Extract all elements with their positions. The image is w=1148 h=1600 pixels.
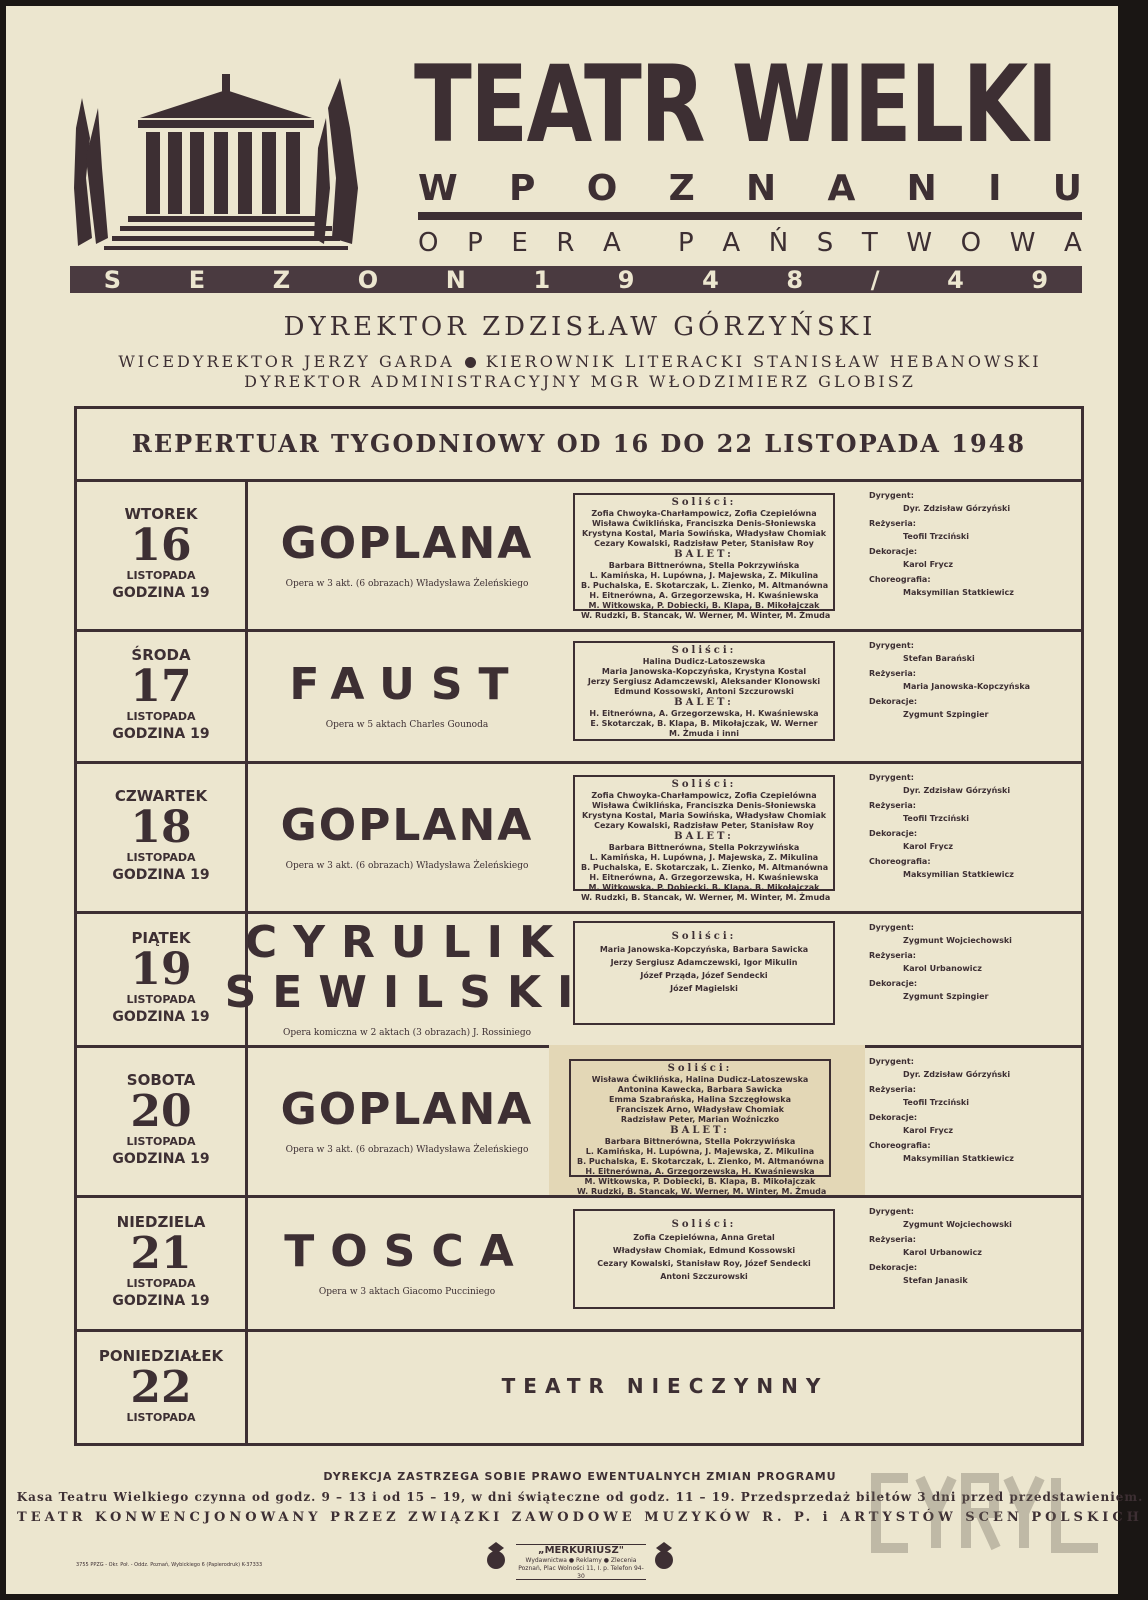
cast-box	[573, 641, 835, 741]
month-label: LISTOPADA	[126, 851, 196, 864]
credit-value: Karol Frycz	[903, 1126, 954, 1135]
city-letter: I	[988, 168, 1002, 209]
credit-value: Maksymilian Statkiewicz	[903, 588, 1014, 597]
credit-value: Zygmunt Szpingier	[903, 992, 989, 1001]
opera-letter: O	[418, 228, 439, 258]
soloist-line: Krystyna Kostal, Maria Sowińska, Władysław Chomiak	[581, 811, 827, 820]
credit-label: Dekoracje:	[869, 1263, 918, 1272]
credit-label: Reżyseria:	[869, 669, 916, 678]
soloist-line: Józef Magielski	[670, 984, 738, 993]
date-cell	[77, 1329, 248, 1443]
day-number: 17	[130, 661, 192, 712]
credit-label: Choreografia:	[869, 857, 931, 866]
credit-value: Stefan Janasik	[903, 1276, 968, 1285]
repertoire-row	[77, 911, 1081, 1048]
repertoire-row	[77, 761, 1081, 914]
season-char: 9	[1031, 265, 1049, 294]
city-letter: P	[509, 168, 536, 209]
start-time: GODZINA 19	[112, 726, 210, 742]
credit-label: Choreografia:	[869, 575, 931, 584]
credit-value: Karol Frycz	[903, 560, 954, 569]
season-char: E	[188, 265, 206, 294]
date-cell	[77, 479, 248, 629]
weekday: PONIEDZIAŁEK	[98, 1347, 224, 1365]
opera-letter: T	[861, 228, 878, 258]
season-char: /	[870, 265, 880, 294]
box-office-hours: Kasa Teatru Wielkiego czynna od godz. 9 – 13 i od 15 – 19, w dni świąteczne od godz. 11 – 19. Przedsprzedaż biletów 3 dni przed przedstawieniem.	[16, 1490, 1144, 1504]
credits	[869, 639, 1079, 723]
credit-value: Teofil Trzciński	[903, 532, 969, 541]
credit-label: Dekoracje:	[869, 1113, 918, 1122]
soloist-line: Józef Prządа, Józef Sendecki	[640, 971, 768, 980]
opera-letter: P	[678, 228, 694, 258]
theatre-title: TEATR WIELKI	[414, 43, 1057, 166]
cast-box	[569, 1059, 831, 1196]
opera-cell	[249, 1195, 565, 1329]
day-number: 21	[130, 1228, 192, 1279]
ballet-line: M. Witkowska, P. Dobiecki, B. Klapa, B. Mikołajczak	[584, 1177, 816, 1186]
date-cell	[77, 1045, 248, 1195]
opera-letter: W	[906, 228, 933, 258]
weekday: CZWARTEK	[114, 787, 208, 805]
deputy-director: WICEDYREKTOR JERZY GARDA	[118, 352, 455, 371]
soloist-line: Władysław Chomiak, Edmund Kossowski	[612, 1246, 796, 1255]
weekday: ŚRODA	[131, 646, 191, 664]
ballet-line: H. Eitnerówna, A. Grzegorzewska, H. Kwaśniewska	[589, 709, 819, 718]
ballet-line: L. Kamińska, H. Lupówna, J. Majewska, Z. Mikulina	[585, 1147, 815, 1156]
start-time: GODZINA 19	[112, 867, 210, 883]
credits	[869, 489, 1079, 601]
soloist-line: Jerzy Sergiusz Adamczewski, Aleksander Klonowski	[587, 677, 821, 686]
credit-label: Dyrygent:	[869, 1057, 914, 1066]
credit-value: Maria Janowska-Kopczyńska	[903, 682, 1031, 691]
ballet-line: H. Eitnerówna, A. Grzegorzewska, H. Kwaśniewska	[589, 591, 819, 600]
credit-value: Maksymilian Statkiewicz	[903, 1154, 1014, 1163]
opera-title: TOSCA	[284, 1226, 530, 1277]
soloists-label: Soliści:	[667, 1063, 733, 1074]
director-line: DYREKTOR ZDZISŁAW GÓRZYŃSKI	[283, 312, 877, 342]
opera-title: GOPLANA	[280, 1084, 534, 1135]
credit-label: Reżyseria:	[869, 951, 916, 960]
ballet-line: Barbara Bittnerówna, Stella Pokrzywińska	[604, 1137, 796, 1146]
repertoire-row	[77, 1045, 1081, 1198]
repertoire-row	[77, 1195, 1081, 1332]
merkuriusz-name: „MERKURIUSZ"	[538, 1545, 624, 1556]
ballet-line: W. Rudzki, B. Stancak, W. Werner, M. Winter, M. Żmuda	[581, 893, 831, 902]
season-char: 8	[786, 265, 804, 294]
city-letter: A	[827, 168, 856, 209]
opera-cell	[249, 629, 565, 761]
day-number: 16	[130, 520, 192, 571]
start-time: GODZINA 19	[112, 1293, 210, 1309]
soloist-line: Antonina Kawecka, Barbara Sawicka	[617, 1085, 783, 1094]
credit-label: Dyrygent:	[869, 491, 914, 500]
weekday: NIEDZIELA	[116, 1213, 206, 1231]
opera-title: CYRULIK	[244, 917, 570, 968]
opera-title: SEWILSKI	[224, 967, 590, 1018]
repertoire-row	[77, 479, 1081, 632]
weekday: WTOREK	[124, 505, 198, 523]
opera-description: Opera w 5 aktach Charles Gounoda	[325, 720, 489, 730]
date-cell	[77, 1195, 248, 1329]
soloist-line: Maria Janowska-Kopczyńska, Barbara Sawicka	[599, 945, 809, 954]
ballet-label: BALET:	[674, 831, 734, 842]
credit-label: Reżyseria:	[869, 519, 916, 528]
day-number: 20	[130, 1086, 192, 1137]
season-char: 9	[617, 265, 635, 294]
month-label: LISTOPADA	[126, 710, 196, 723]
ballet-label: BALET:	[674, 549, 734, 560]
soloist-line: Radzisław Peter, Marian Woźniczko	[620, 1115, 780, 1124]
cast-box	[573, 1209, 835, 1309]
repertoire-table	[74, 406, 1084, 1446]
credit-value: Karol Urbanowicz	[903, 964, 982, 973]
ballet-label: BALET:	[670, 1125, 730, 1136]
opera-letter: E	[511, 228, 528, 258]
opera-title: GOPLANA	[280, 800, 534, 851]
credit-label: Reżyseria:	[869, 1235, 916, 1244]
cast-box	[573, 493, 835, 620]
soloist-line: Wisława Ćwiklińska, Halina Dudicz-Latoszewska	[591, 1075, 809, 1084]
credit-value: Teofil Trzciński	[903, 814, 969, 823]
month-label: LISTOPADA	[126, 1411, 196, 1424]
date-cell	[77, 761, 248, 911]
repertoire-row	[77, 1329, 1081, 1443]
opera-letter: P	[467, 228, 483, 258]
city-letter: N	[906, 168, 937, 209]
opera-letter: R	[556, 228, 575, 258]
program-change-notice: DYREKCJA ZASTRZEGA SOBIE PRAWO EWENTUALNYCH ZMIAN PROGRAMU	[323, 1470, 837, 1483]
opera-letter: O	[960, 228, 982, 258]
credit-label: Dyrygent:	[869, 773, 914, 782]
theatre-building-illustration	[68, 68, 373, 264]
cyryl-watermark	[868, 1468, 1108, 1558]
soloist-line: Cezary Kowalski, Radzisław Peter, Stanisław Roy	[594, 539, 814, 548]
opera-title: GOPLANA	[280, 518, 534, 569]
start-time: GODZINA 19	[112, 1009, 210, 1025]
month-label: LISTOPADA	[126, 1277, 196, 1290]
ballet-line: B. Puchalska, E. Skotarczak, L. Zienko, M. Altmanówna	[581, 863, 829, 872]
city-letter: U	[1052, 168, 1082, 209]
ballet-line: H. Eitnerówna, A. Grzegorzewska, H. Kwaśniewska	[585, 1167, 815, 1176]
credit-label: Dyrygent:	[869, 1207, 914, 1216]
soloist-line: Wisława Ćwiklińska, Franciszka Denis-Słoniewska	[591, 519, 817, 528]
cast-box	[573, 921, 835, 1025]
month-label: LISTOPADA	[126, 993, 196, 1006]
staff-line-1	[6, 352, 1148, 371]
credits	[869, 1205, 1079, 1289]
season-char: O	[357, 265, 379, 294]
city-subtitle	[418, 168, 1082, 210]
credit-label: Dyrygent:	[869, 923, 914, 932]
credit-value: Dyr. Zdzisław Górzyński	[903, 1070, 1011, 1079]
credits	[869, 1055, 1079, 1167]
soloist-line: Wisława Ćwiklińska, Franciszka Denis-Słoniewska	[591, 801, 817, 810]
start-time: GODZINA 19	[112, 1151, 210, 1167]
date-cell	[77, 911, 248, 1045]
merkuriusz-address: Poznań, Plac Wolności 11, I. p. Telefon 94-30	[518, 1565, 644, 1580]
soloists-label: Soliści:	[671, 645, 737, 656]
credit-label: Dekoracje:	[869, 829, 918, 838]
literary-manager: KIEROWNIK LITERACKI STANISŁAW HEBANOWSKI	[485, 352, 1042, 371]
month-label: LISTOPADA	[126, 569, 196, 582]
credit-value: Dyr. Zdzisław Górzyński	[903, 504, 1011, 513]
season-char: 4	[947, 265, 964, 294]
city-letter: Z	[668, 168, 695, 209]
soloist-line: Halina Dudicz-Latoszewska	[642, 657, 766, 666]
opera-description: Opera w 3 akt. (6 obrazach) Władysława Żeleńskiego	[285, 579, 529, 589]
soloists-label: Soliści:	[671, 1219, 737, 1230]
season-banner	[70, 266, 1082, 293]
season-char: 4	[702, 265, 719, 294]
city-letter: W	[418, 168, 458, 209]
header-rule	[418, 212, 1082, 220]
opera-description: Opera w 3 aktach Giacomo Pucciniego	[318, 1287, 496, 1297]
credit-value: Zygmunt Wojciechowski	[903, 1220, 1012, 1229]
opera-cell	[249, 479, 565, 629]
merkuriusz-services: Wydawnictwa ● Reklamy ● Zlecenia	[525, 1557, 637, 1564]
date-cell	[77, 629, 248, 761]
ballet-line: E. Skotarczak, B. Klapa, B. Mikołajczak, W. Werner	[590, 719, 818, 728]
printer-imprint: 3755 PPZG - Okr. Poł. - Oddz. Poznań, Wybickiego 6 (Papierodruk) K-37333	[76, 1562, 263, 1568]
opera-cell	[249, 761, 565, 911]
opera-cell	[224, 911, 590, 1045]
credit-value: Zygmunt Wojciechowski	[903, 936, 1012, 945]
ballet-line: L. Kamińska, H. Lupówna, J. Majewska, Z. Mikulina	[589, 853, 819, 862]
season-char: 1	[533, 265, 551, 294]
soloists-label: Soliści:	[671, 779, 737, 790]
ballet-line: L. Kamińska, H. Lupówna, J. Majewska, Z. Mikulina	[589, 571, 819, 580]
credit-label: Reżyseria:	[869, 1085, 916, 1094]
cast-box	[573, 775, 835, 902]
ballet-line: W. Rudzki, B. Stancak, W. Werner, M. Winter, M. Żmuda	[581, 611, 831, 620]
opera-letter: A	[722, 228, 741, 258]
soloist-line: Zofia Chwoyka-Charłampowicz, Zofia Czepielówna	[591, 791, 817, 800]
day-number: 19	[130, 944, 192, 995]
bullet-icon	[465, 357, 476, 368]
credits	[869, 921, 1079, 1005]
repertoire-row	[77, 629, 1081, 764]
soloist-line: Franciszek Arno, Władysław Chomiak	[616, 1105, 784, 1114]
ballet-label: BALET:	[674, 697, 734, 708]
theatre-closed: TEATR NIECZYNNY	[501, 1374, 829, 1398]
credit-label: Dekoracje:	[869, 979, 918, 988]
start-time: GODZINA 19	[112, 585, 210, 601]
ballet-line: H. Eitnerówna, A. Grzegorzewska, H. Kwaśniewska	[589, 873, 819, 882]
soloist-line: Maria Janowska-Kopczyńska, Krystyna Kostal	[601, 667, 807, 676]
ballet-line: B. Puchalska, E. Skotarczak, L. Zienko, M. Altmanówna	[581, 581, 829, 590]
opera-description: Opera komiczna w 2 aktach (3 obrazach) J. Rossiniego	[282, 1028, 532, 1038]
season-char: N	[445, 265, 466, 294]
month-label: LISTOPADA	[126, 1135, 196, 1148]
opera-letter: A	[603, 228, 621, 258]
opera-letter: A	[1064, 228, 1082, 258]
ballet-line: Barbara Bittnerówna, Stella Pokrzywińska	[608, 843, 800, 852]
poster	[6, 6, 1144, 1594]
soloist-line: Cezary Kowalski, Stanisław Roy, Józef Sendecki	[597, 1259, 811, 1268]
opera-title: FAUST	[289, 659, 525, 710]
opera-letter: Ń	[768, 228, 789, 258]
ballet-line: M. Żmuda i inni	[669, 729, 739, 738]
day-number: 22	[130, 1362, 192, 1413]
soloist-line: Emma Szabrańska, Halina Szczęgłowska	[609, 1095, 791, 1104]
soloist-line: Cezary Kowalski, Radzisław Peter, Stanisław Roy	[594, 821, 814, 830]
season-char: Z	[272, 265, 291, 294]
opera-description: Opera w 3 akt. (6 obrazach) Władysława Żeleńskiego	[285, 861, 529, 871]
ballet-line: W. Rudzki, B. Stancak, W. Werner, M. Winter, M. Żmuda	[577, 1187, 827, 1196]
opera-description: Opera w 3 akt. (6 obrazach) Władysława Żeleńskiego	[285, 1145, 529, 1155]
union-notice: TEATR KONWENCJONOWANY PRZEZ ZWIĄZKI ZAWODOWE MUZYKÓW R. P. i ARTYSTÓW SCEN POLSKICH	[17, 1510, 1143, 1525]
soloist-line: Edmund Kossowski, Antoni Szczurowski	[614, 687, 794, 696]
credit-value: Zygmunt Szpingier	[903, 710, 989, 719]
soloist-line: Krystyna Kostal, Maria Sowińska, Władysław Chomiak	[581, 529, 827, 538]
ballet-line: M. Witkowska, P. Dobiecki, B. Klapa, B. Mikołajczak	[588, 601, 820, 610]
repertoire-title: REPERTUAR TYGODNIOWY OD 16 DO 22 LISTOPADA 1948	[77, 409, 1081, 482]
credit-label: Choreografia:	[869, 1141, 931, 1150]
city-letter: N	[746, 168, 777, 209]
credits	[869, 771, 1079, 883]
soloist-line: Zofia Chwoyka-Charłampowicz, Zofia Czepielówna	[591, 509, 817, 518]
ballet-line: M. Witkowska, P. Dobiecki, B. Klapa, B. Mikołajczak	[588, 883, 820, 892]
opera-subtitle	[418, 228, 1082, 258]
weekday: SOBOTA	[126, 1071, 196, 1089]
day-number: 18	[130, 802, 192, 853]
merkuriusz-ad	[516, 1544, 646, 1580]
ballet-line: Barbara Bittnerówna, Stella Pokrzywińska	[608, 561, 800, 570]
credit-value: Karol Urbanowicz	[903, 1248, 982, 1257]
credit-label: Dekoracje:	[869, 697, 918, 706]
credit-value: Dyr. Zdzisław Górzyński	[903, 786, 1011, 795]
opera-letter: S	[816, 228, 834, 258]
weekday: PIĄTEK	[131, 929, 191, 947]
credit-value: Teofil Trzciński	[903, 1098, 969, 1107]
credit-value: Maksymilian Statkiewicz	[903, 870, 1014, 879]
soloists-label: Soliści:	[671, 497, 737, 508]
soloist-line: Antoni Szczurowski	[660, 1272, 748, 1281]
credit-label: Dyrygent:	[869, 641, 914, 650]
opera-letter: W	[1009, 228, 1036, 258]
city-letter: O	[586, 168, 618, 209]
soloist-line: Jerzy Sergiusz Adamczewski, Igor Mikulin	[610, 958, 798, 967]
credit-value: Stefan Barański	[903, 654, 975, 663]
ballet-line: B. Puchalska, E. Skotarczak, L. Zienko, M. Altmanówna	[577, 1157, 825, 1166]
credit-value: Karol Frycz	[903, 842, 954, 851]
soloist-line: Zofia Czepielówna, Anna Gretal	[633, 1233, 775, 1242]
credit-label: Dekoracje:	[869, 547, 918, 556]
admin-director: DYREKTOR ADMINISTRACYJNY MGR WŁODZIMIERZ GLOBISZ	[244, 372, 916, 391]
opera-cell	[249, 1045, 565, 1195]
soloists-label: Soliści:	[671, 931, 737, 942]
credit-label: Reżyseria:	[869, 801, 916, 810]
season-char: S	[103, 265, 122, 294]
